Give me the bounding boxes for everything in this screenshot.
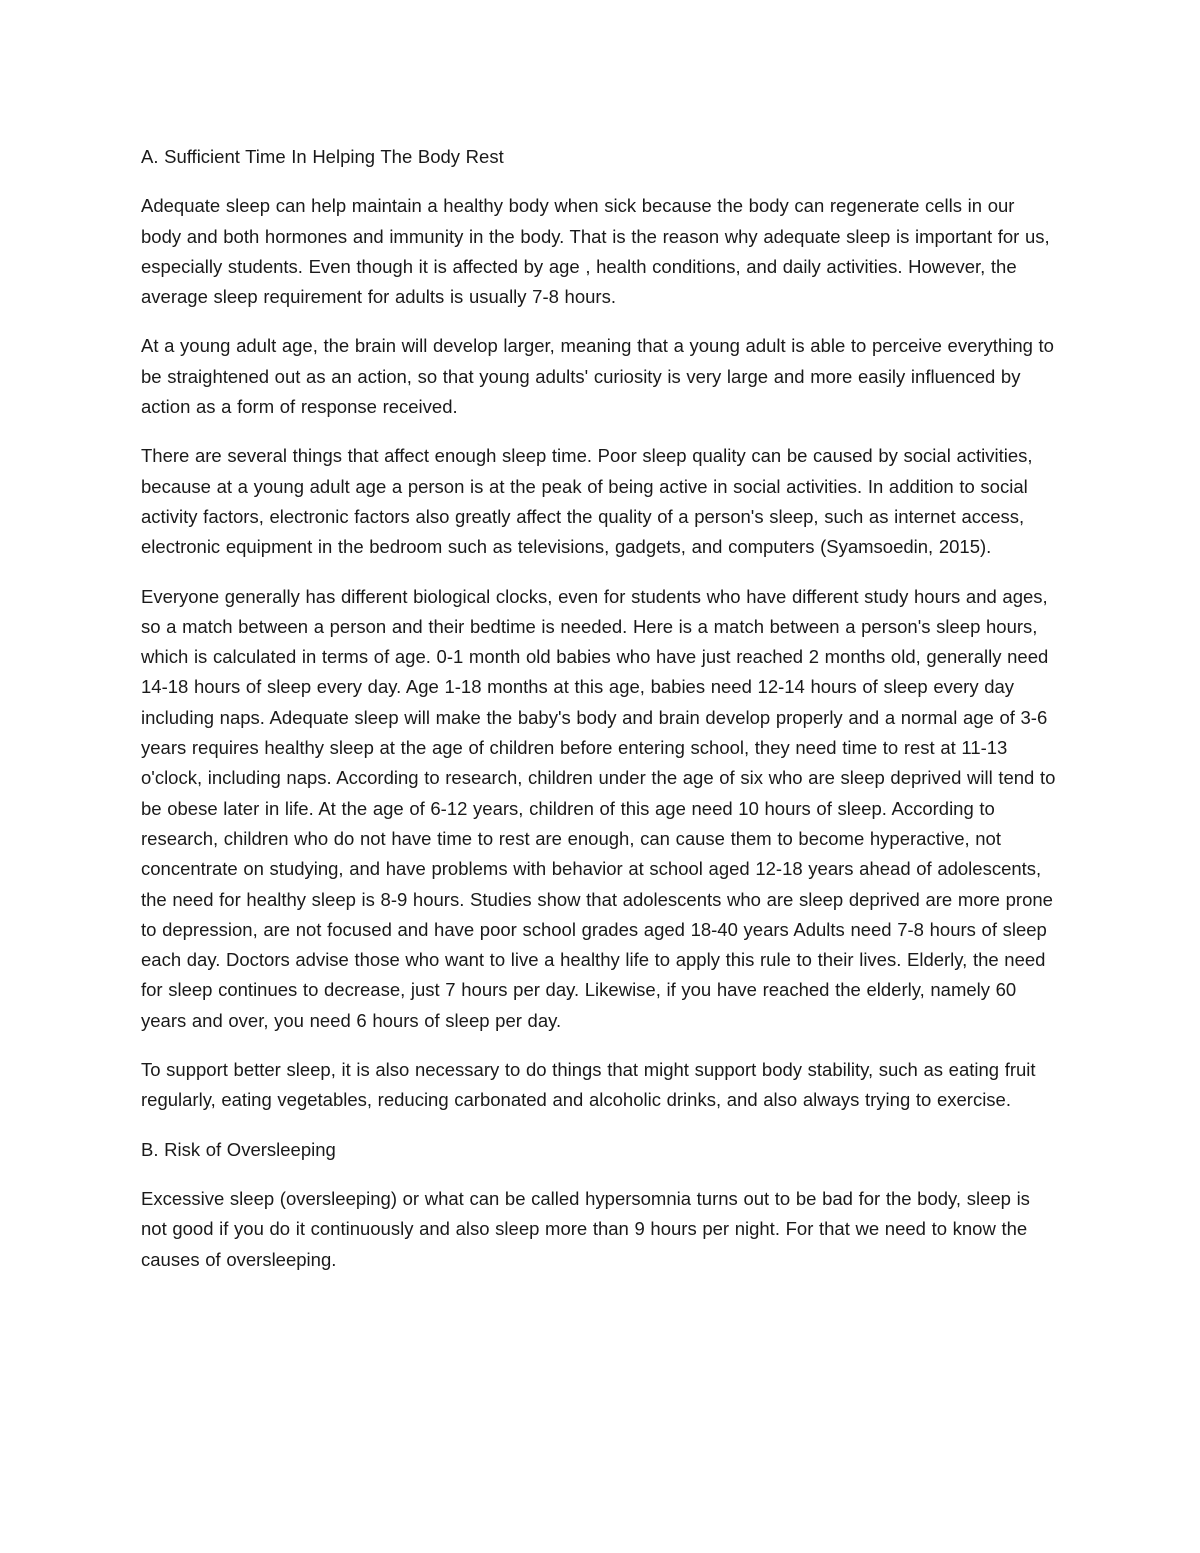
section-a-paragraph-4: Everyone generally has different biological clocks, even for students who have different study hours and ages, so a match between a person and their bedtime is needed. Here is a match between a person's sleep hours, which is calculated in terms of age. 0-1 month old babies who have just reached 2 months old, generally need 14-18 hours of sleep every day. Age 1-18 months at this age, babies need 12-14 hours of sleep every day including naps. Adequate sleep will make the baby's body and brain develop properly and a normal age of 3-6 years requires healthy sleep at the age of children before entering school, they need time to rest at 11-13 o'clock, including naps. According to research, children under the age of six who are sleep deprived will tend to be obese later in life. At the age of 6-12 years, children of this age need 10 hours of sleep. According to research, children who do not have time to rest are enough, can cause them to become hyperactive, not concentrate on studying, and have problems with behavior at school aged 12-18 years ahead of adolescents, the need for healthy sleep is 8-9 hours. Studies show that adolescents who are sleep deprived are more prone to depression, are not focused and have poor school grades aged 18-40 years Adults need 7-8 hours of sleep each day. Doctors advise those who want to live a healthy life to apply this rule to their lives. Elderly, the need for sleep continues to decrease, just 7 hours per day. Likewise, if you have reached the elderly, namely 60 years and over, you need 6 hours of sleep per day. [141, 585, 1056, 1031]
section-a-paragraph-5: To support better sleep, it is also necessary to do things that might support body stability, such as eating fruit regularly, eating vegetables, reducing carbonated and alcoholic drinks, and also always trying to exercise. [141, 1059, 1036, 1111]
section-a-paragraph-3: There are several things that affect enough sleep time. Poor sleep quality can be caused by social activities, because at a young adult age a person is at the peak of being active in social activities. In addition to social activity factors, electronic factors also greatly affect the quality of a person's sleep, such as internet access, electronic equipment in the bedroom such as televisions, gadgets, and computers (Syamsoedin, 2015). [141, 445, 1033, 558]
section-b-heading: B. Risk of Oversleeping [141, 1138, 336, 1160]
section-a-paragraph-2: At a young adult age, the brain will develop larger, meaning that a young adult is able to perceive everything to be straightened out as an action, so that young adults' curiosity is very large and more easily influenced by action as a form of response received. [141, 335, 1054, 418]
section-b-paragraph-1: Excessive sleep (oversleeping) or what can be called hypersomnia turns out to be bad for the body, sleep is not good if you do it continuously and also sleep more than 9 hours per night. For that we need to know the causes of oversleeping. [141, 1187, 1030, 1270]
section-a-heading: A. Sufficient Time In Helping The Body Rest [141, 146, 504, 167]
section-a-paragraph-1: Adequate sleep can help maintain a healthy body when sick because the body can regenerate cells in our body and both hormones and immunity in the body. That is the reason why adequate sleep is important for us, especially students. Even though it is affected by age , health conditions, and daily activities. However, the average sleep requirement for adults is usually 7-8 hours. [141, 195, 1050, 308]
